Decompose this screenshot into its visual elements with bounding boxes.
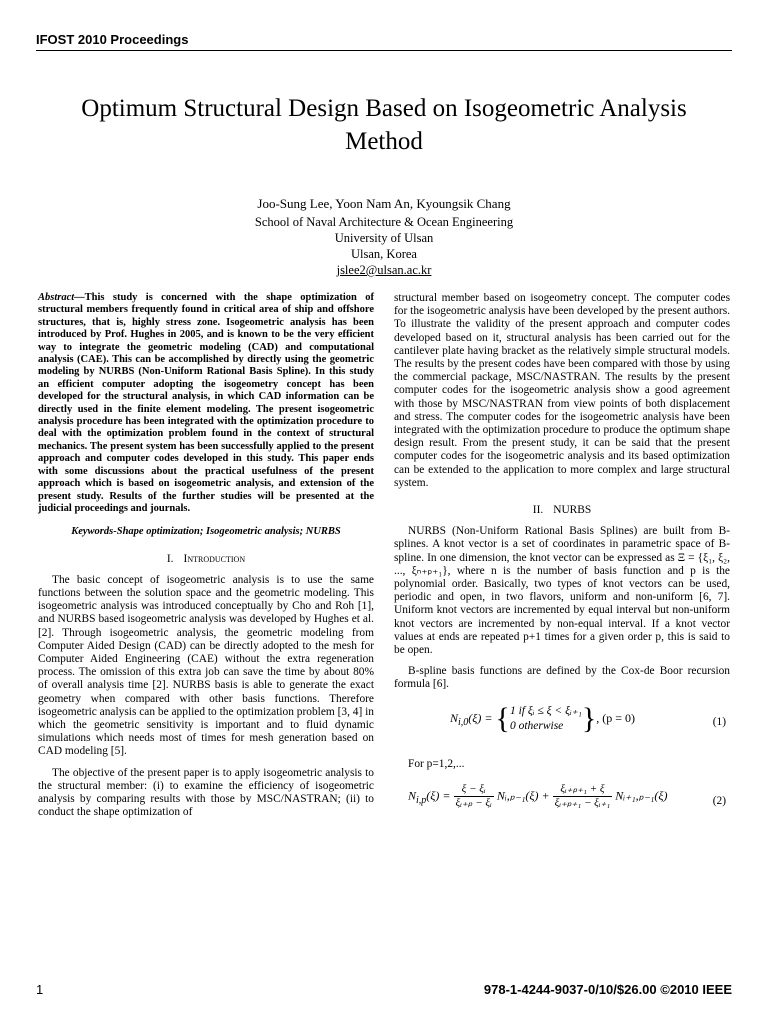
header-rule <box>36 50 732 51</box>
left-column <box>38 292 374 819</box>
author-email-link[interactable]: jslee2@ulsan.ac.kr <box>336 263 432 277</box>
equation-1-number: (1) <box>712 715 726 728</box>
section-heading-introduction: I. Introduction <box>166 552 246 565</box>
keywords: Keywords-Shape optimization; Isogeometric analysis; NURBS <box>71 526 341 538</box>
intro-paragraph-1: The basic concept of isogeometric analysis is to use the same functions between the solution space and the geometric modeling. This isogeometric analysis was introduced conceptually by Cho and Roh [1], and NURBS based isogeometric analysis was developed by Hughes et al. [2]. Through isogeometric analysis, the geometric modeling from Computer Aided Design (CAD) can be directly adopted to the mesh for Computer Aided Engineering (CAE) without the extra regeneration process. The omission of this extra job can save the time by about 80% of overall analysis time [2]. NURBS basis is able to generate the exact geometry when compared with other basis functions. Therefore isogeometric analysis can be applied to the optimization problem [3, 4] in which the geometric sensitivity is important and to fluid dynamic simulations which needs most of times for mesh generation based on CAD modeling [5]. <box>38 573 374 758</box>
proceedings-header: IFOST 2010 Proceedings <box>36 32 189 47</box>
isbn-copyright: 978-1-4244-9037-0/10/$26.00 ©2010 IEEE <box>483 982 732 997</box>
right-column <box>394 292 730 837</box>
page-number: 1 <box>36 982 44 997</box>
nurbs-paragraph-1: NURBS (Non-Uniform Rational Basis Splines) are built from B-splines. A knot vector is a set of coordinates in parametric space of B-spline. In one dimension, the knot vector can be expressed as Ξ = {ξ₁, ξ₂, ..., ξₙ₊ₚ₊₁}, where n is the number of basis function and p is the polynomial order. Basically, two types of knot vectors can be used, periodic and open, in two flavors, uniform and non-uniform [6, 7]. Uniform knot vectors are incremented by equal interval but non-uniform knot vectors are incremented by non-equal interval. If a knot vector values at ends are repeated p+1 times for a given order p, this is said to be open. <box>394 525 730 657</box>
section-heading-nurbs: II. NURBS <box>532 504 592 517</box>
abstract-lead: Abstract <box>38 292 75 303</box>
intro-paragraph-continued: structural member based on isogeometry concept. The computer codes for the isogeometric analysis have been developed by the present authors. To illustrate the validity of the present approach and computer codes developed based on it, structural analysis has been carried out for the cantilever plate having bracket as the relatively simple structural models. The results by the present codes have been compared with those by using the commercial package, MSC/NASTRAN. The results by the present computer codes for the isogeometric analysis show a good agreement with those by MSC/NASTRAN from view points of both displacement and stress. The computer codes for the isogeometric analysis have been integrated with the optimization procedure to produce the optimum shape design result. From the present study, it can be said that the present computer codes for the isogeometric analysis and its based optimization can be extended to the application to more complex and large structural system. <box>394 292 730 489</box>
equation-1: $N_{i,0}(\xi)$ = { 1 if ξᵢ ≤ ξ < ξᵢ₊₁ 0 otherwise }, (p = 0) (1) <box>450 701 726 735</box>
affiliation-school: School of Naval Architecture & Ocean Engineering <box>254 215 514 229</box>
author-block <box>100 196 668 278</box>
nurbs-paragraph-2: B-spline basis functions are defined by the Cox-de Boor recursion formula [6]. <box>394 665 730 691</box>
paper-title: Optimum Structural Design Based on Isogeometric Analysis Method <box>81 95 687 155</box>
affiliation-location: Ulsan, Korea <box>351 247 417 261</box>
author-names: Joo-Sung Lee, Yoon Nam An, Kyoungsik Chang <box>257 196 511 211</box>
abstract-text: —This study is concerned with the shape optimization of structural members frequently found in critical area of ship and offshore structures, that is, highly stress zone. Isogeometric analysis has been introduced by Prof. Hughes in 2005, and is known to be the very efficient way to integrate the geometric modeling (CAD) and computational analysis (CAE). This can be accomplished by directly using the geometric modeling by NURBS (Non-Uniform Rational Basis Spline). In this study an efficient computer adopting the isogeometry concept has been developed for the structural analysis, in which CAD information can be directly used in the finite element modeling. The present isogeometric analysis procedure has been integrated with the optimization procedure to deal with the optimization problem found in the context of structural mechanics. The present system has been successfully applied to the present approach and computer codes developed in this study. This paper ends with some discussions about the practical usefulness of the present approach which is based on isogeometric analysis, and extension of the present study. Results of the further studies will be presented at the judicial proceedings and journals. <box>38 292 374 514</box>
equation-2: $N_{i,p}(\xi)$ = $\frac{\text{ξ − ξᵢ}}{\text{ξᵢ₊ₚ − ξᵢ}}$ Nᵢ,ₚ₋₁(ξ) + $\frac{\text{ξᵢ₊ₚ₊₁ + ξ}}{\text{ξᵢ₊ₚ₊₁ − ξᵢ₊₁}}$ Nᵢ₊₁,ₚ₋₁(ξ) (2) <box>408 782 726 810</box>
equation-2-number: (2) <box>712 794 726 807</box>
affiliation-university: University of Ulsan <box>334 231 434 245</box>
intro-paragraph-2: The objective of the present paper is to apply isogeometric analysis to the structural member: (i) to examine the efficiency of isogeometric analysis by comparing results with those by MSC/NASTRAN; (ii) to conduct the shape optimization of <box>38 766 374 819</box>
for-p-line: For p=1,2,... <box>408 757 465 770</box>
abstract <box>38 292 374 515</box>
